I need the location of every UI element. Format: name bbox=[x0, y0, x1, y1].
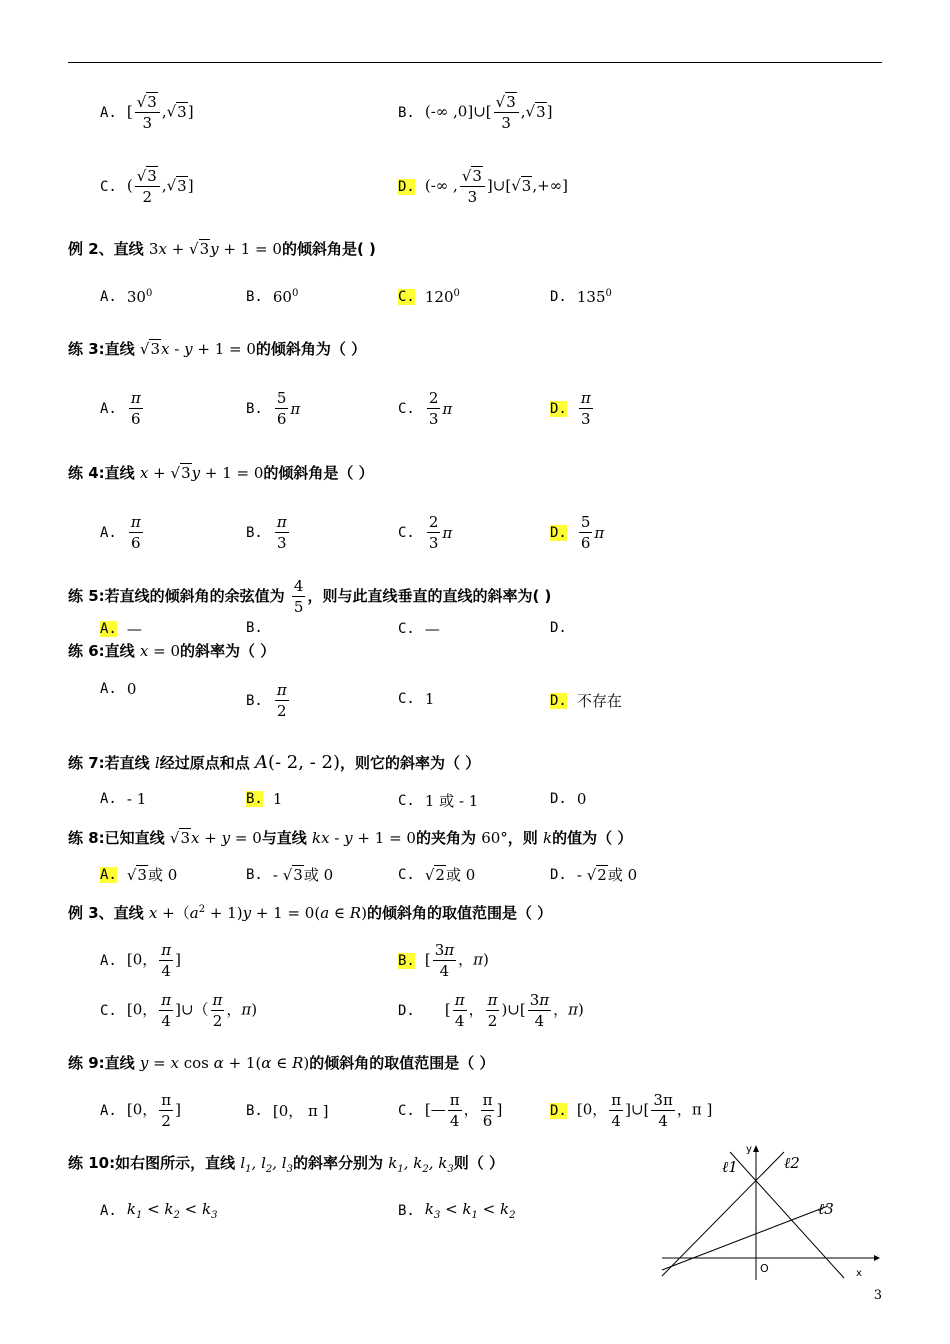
option-value: $135^0$ bbox=[576, 288, 612, 306]
option-letter-highlighted: A. bbox=[100, 621, 117, 637]
p10-option-a[interactable] bbox=[100, 1200, 217, 1221]
option-math: $k_1 < k_2 < k_3$ bbox=[126, 1200, 218, 1221]
equation: √3x - y + 1 = 0 bbox=[139, 340, 256, 358]
question-stem: 直线 bbox=[113, 904, 144, 922]
option-math: [ $\frac{3\pi}{4}$ ，π) bbox=[424, 941, 489, 980]
p7-option-d[interactable] bbox=[550, 790, 586, 808]
ex2-option-c[interactable] bbox=[398, 288, 460, 306]
p9-option-d[interactable] bbox=[550, 1090, 712, 1131]
q1-option-c[interactable] bbox=[100, 166, 194, 207]
option-math: √2 bbox=[424, 865, 445, 884]
option-letter: D. bbox=[550, 791, 567, 807]
lines-symbols: $l_1$, $l_2$, $l_3$ bbox=[240, 1154, 293, 1175]
question-prefix: 练 8: bbox=[68, 829, 105, 847]
p10-option-b[interactable] bbox=[398, 1200, 515, 1221]
option-math: - √2 bbox=[576, 865, 607, 884]
option-letter: B. bbox=[398, 104, 415, 121]
option-letter-highlighted: B. bbox=[246, 791, 263, 807]
option-letter-highlighted: D. bbox=[550, 1102, 567, 1119]
option-letter: B. bbox=[246, 866, 263, 883]
ex2-option-b[interactable] bbox=[246, 288, 298, 306]
option-value: — bbox=[424, 620, 440, 638]
question-ex2 bbox=[68, 238, 376, 259]
option-letter-highlighted: C. bbox=[398, 289, 415, 305]
equation: √3x + y = 0 bbox=[169, 829, 262, 847]
option-value: 或 0 bbox=[147, 866, 178, 884]
option-letter: A. bbox=[100, 791, 117, 807]
option-letter: C. bbox=[398, 691, 415, 707]
question-p3 bbox=[68, 338, 366, 359]
option-math: [— $\frac{\pi}{4}$ ， $\frac{\pi}{6}$ ] bbox=[424, 1091, 503, 1130]
question-stem: 若直线 bbox=[104, 754, 150, 772]
option-fraction: $\frac{\pi}{3}$ bbox=[276, 513, 287, 552]
option-letter: B. bbox=[246, 1102, 263, 1119]
option-value: $60^0$ bbox=[272, 288, 299, 306]
ex2-option-d[interactable] bbox=[550, 288, 612, 306]
option-letter: C. bbox=[398, 792, 415, 809]
ex3-option-b[interactable] bbox=[398, 940, 489, 981]
question-prefix: 练 7: bbox=[68, 754, 105, 772]
question-stem: 的倾斜角的取值范围是（ ） bbox=[366, 904, 553, 922]
q1-option-d[interactable] bbox=[398, 166, 568, 207]
y-label: y bbox=[746, 1144, 752, 1155]
question-p7 bbox=[68, 752, 480, 773]
variable-k: k bbox=[543, 829, 553, 847]
p8-option-c[interactable] bbox=[398, 864, 475, 885]
question-stem: 的倾斜角是( ) bbox=[281, 240, 376, 258]
option-letter: A. bbox=[100, 289, 117, 305]
option-math: [ $\frac{√3}{3}$ ,√3] bbox=[126, 93, 194, 132]
question-stem: 直线 bbox=[104, 1054, 135, 1072]
option-letter-highlighted: D. bbox=[550, 524, 567, 541]
option-letter: A. bbox=[100, 681, 117, 697]
p6-option-d[interactable] bbox=[550, 690, 622, 711]
option-letter: D. bbox=[550, 866, 567, 883]
option-math: [ $\frac{\pi}{4}$ ， $\frac{\pi}{2}$ )∪[ $\frac{3\pi}{4}$ ，π) bbox=[444, 991, 584, 1030]
p7-option-c[interactable] bbox=[398, 790, 478, 811]
option-letter-highlighted: A. bbox=[100, 866, 117, 883]
question-stem: 已知直线 bbox=[104, 829, 165, 847]
equation: y = x cos α + 1(α ∈ R) bbox=[139, 1054, 310, 1072]
option-math: (-∞ , $\frac{√3}{3}$ ]∪[√3,+∞] bbox=[424, 167, 568, 206]
option-math: [0， π ] bbox=[272, 1102, 329, 1120]
question-prefix: 练 9: bbox=[68, 1054, 105, 1072]
p9-option-a[interactable] bbox=[100, 1090, 181, 1131]
p4-option-d[interactable]: D. $\frac{5}{6}$ π bbox=[550, 513, 605, 552]
question-stem: 直线 bbox=[104, 642, 135, 660]
option-letter: B. bbox=[246, 620, 263, 636]
equation: 3x + √3y + 1 = 0 bbox=[148, 240, 282, 258]
option-fraction: $\frac{2}{3}$ bbox=[428, 513, 439, 552]
question-stem: 若直线的倾斜角的余弦值为 bbox=[104, 587, 285, 605]
option-letter: B. bbox=[398, 1202, 415, 1219]
option-value: 或 0 bbox=[303, 866, 334, 884]
p8-option-a[interactable] bbox=[100, 864, 177, 885]
option-value: 或 0 bbox=[607, 866, 638, 884]
ex2-option-a[interactable] bbox=[100, 288, 152, 306]
option-value: 或 0 bbox=[445, 866, 476, 884]
p4-option-a[interactable] bbox=[100, 512, 145, 553]
p8-option-d[interactable] bbox=[550, 864, 637, 885]
option-letter: D. bbox=[550, 289, 567, 305]
option-fraction: $\frac{\pi}{6}$ bbox=[130, 513, 141, 552]
option-letter-highlighted: D. bbox=[398, 178, 415, 195]
question-stem: 直线 bbox=[104, 464, 135, 482]
option-letter: C. bbox=[100, 178, 117, 195]
p7-option-a[interactable] bbox=[100, 790, 146, 808]
option-letter: B. bbox=[246, 524, 263, 541]
question-p5 bbox=[68, 576, 551, 617]
header-rule bbox=[68, 62, 882, 63]
slopes-symbols: $k_1$, $k_2$, $k_3$ bbox=[388, 1154, 454, 1175]
lines-graph bbox=[660, 1142, 880, 1282]
option-letter-highlighted: D. bbox=[550, 400, 567, 417]
line-symbol: l bbox=[154, 754, 160, 772]
question-stem: 的斜率为（ ） bbox=[180, 642, 276, 660]
option-value: 1 bbox=[272, 790, 283, 808]
page-number: 3 bbox=[873, 1288, 882, 1303]
option-letter-highlighted: D. bbox=[550, 692, 567, 709]
option-fraction: $\frac{\pi}{2}$ bbox=[276, 681, 287, 720]
x-label: x bbox=[856, 1268, 862, 1279]
question-stem: 的夹角为 bbox=[415, 829, 476, 847]
question-stem: 直线 bbox=[113, 240, 144, 258]
option-math: [0， $\frac{\pi}{4}$ ]∪（ $\frac{\pi}{2}$ ，π) bbox=[126, 991, 258, 1030]
p4-option-b[interactable] bbox=[246, 512, 291, 553]
point: A(- 2, - 2) bbox=[254, 752, 340, 773]
question-p9 bbox=[68, 1052, 494, 1073]
option-value: 1 bbox=[424, 690, 435, 708]
question-stem: 的斜率分别为 bbox=[292, 1154, 383, 1172]
question-stem: 与直线 bbox=[261, 829, 307, 847]
option-math: [0， $\frac{\pi}{4}$ ]∪[ $\frac{3\pi}{4}$ ，π ] bbox=[576, 1091, 713, 1130]
option-letter: C. bbox=[398, 1102, 415, 1119]
question-stem: 的倾斜角为（ ） bbox=[255, 340, 367, 358]
equation: x = 0 bbox=[139, 642, 181, 660]
p5-option-c[interactable] bbox=[398, 620, 440, 638]
option-fraction: $\frac{\pi}{3}$ bbox=[580, 389, 591, 428]
p7-option-b[interactable] bbox=[246, 790, 282, 808]
p4-option-c[interactable]: C. $\frac{2}{3}$ π bbox=[398, 513, 453, 552]
question-prefix: 练 5: bbox=[68, 587, 105, 605]
option-value: $120^0$ bbox=[424, 288, 460, 306]
q1-option-a[interactable] bbox=[100, 92, 194, 133]
option-letter: A. bbox=[100, 400, 117, 417]
equation: $x +(a^2 + 1)y + 1 = 0(a$ ∈ R) bbox=[148, 904, 367, 922]
question-stem: 如右图所示，直线 bbox=[115, 1154, 236, 1172]
option-letter: A. bbox=[100, 1102, 117, 1119]
p6-option-a[interactable] bbox=[100, 680, 136, 698]
option-math: √3 bbox=[126, 865, 147, 884]
option-letter: A. bbox=[100, 104, 117, 121]
option-letter: B. bbox=[246, 692, 263, 709]
option-letter: A. bbox=[100, 1202, 117, 1219]
option-fraction: $\frac{5}{6}$ bbox=[580, 513, 591, 552]
ex3-option-c[interactable] bbox=[100, 990, 257, 1031]
option-letter: C. bbox=[100, 1002, 117, 1019]
option-math: - √3 bbox=[272, 865, 303, 884]
question-stem: 的倾斜角是（ ） bbox=[263, 464, 374, 482]
option-letter: A. bbox=[100, 524, 117, 541]
question-p8 bbox=[68, 827, 632, 848]
option-letter: B. bbox=[246, 400, 263, 417]
angle: 60° bbox=[481, 829, 508, 847]
option-math: [0， $\frac{\pi}{2}$ ] bbox=[126, 1091, 181, 1130]
question-p6 bbox=[68, 640, 275, 661]
question-stem: 的值为（ ） bbox=[552, 829, 633, 847]
question-stem: 的倾斜角的取值范围是（ ） bbox=[309, 1054, 495, 1072]
p5-option-a[interactable] bbox=[100, 620, 142, 638]
question-prefix: 例 2、 bbox=[68, 240, 114, 258]
option-math: (-∞ ,0]∪[ $\frac{√3}{3}$ ,√3] bbox=[424, 93, 553, 132]
q1-option-b[interactable] bbox=[398, 92, 553, 133]
option-value: 1 或 - 1 bbox=[424, 792, 479, 810]
stem-fraction: $\frac{4}{5}$ bbox=[293, 577, 304, 616]
option-fraction: $\frac{5}{6}$ bbox=[276, 389, 287, 428]
option-value: $30^0$ bbox=[126, 288, 153, 306]
option-value: 不存在 bbox=[576, 692, 622, 710]
question-prefix: 练 4: bbox=[68, 464, 105, 482]
line-l3 bbox=[662, 1206, 828, 1270]
p3-option-a[interactable] bbox=[100, 388, 145, 429]
question-prefix: 练 10: bbox=[68, 1154, 116, 1172]
question-stem: ，则它的斜率为（ ） bbox=[339, 754, 481, 772]
option-fraction: $\frac{2}{3}$ bbox=[428, 389, 439, 428]
option-math: ( $\frac{√3}{2}$ ,√3] bbox=[126, 167, 194, 206]
equation: x + √3y + 1 = 0 bbox=[139, 464, 264, 482]
option-letter: C. bbox=[398, 866, 415, 883]
origin-label: O bbox=[760, 1262, 769, 1275]
p9-option-c[interactable] bbox=[398, 1090, 502, 1131]
option-letter: B. bbox=[246, 289, 263, 305]
option-letter: D. bbox=[550, 620, 567, 636]
option-math: [0， $\frac{\pi}{4}$ ] bbox=[126, 941, 181, 980]
option-letter: C. bbox=[398, 621, 415, 637]
p6-option-c[interactable] bbox=[398, 690, 434, 708]
option-math: $k_3 < k_1 < k_2$ bbox=[424, 1200, 516, 1221]
p6-option-b[interactable] bbox=[246, 680, 291, 721]
ex3-option-a[interactable] bbox=[100, 940, 181, 981]
question-p10 bbox=[68, 1152, 504, 1175]
option-value: 0 bbox=[576, 790, 587, 808]
ex3-option-d[interactable] bbox=[398, 990, 584, 1031]
option-letter: C. bbox=[398, 524, 415, 541]
p5-option-b[interactable] bbox=[246, 620, 273, 636]
option-letter: A. bbox=[100, 952, 117, 969]
p3-option-b[interactable]: B. $\frac{5}{6}$ π bbox=[246, 389, 301, 428]
option-fraction: $\frac{\pi}{6}$ bbox=[130, 389, 141, 428]
question-stem: 直线 bbox=[104, 340, 135, 358]
question-stem: ，则与此直线垂直的直线的斜率为( ) bbox=[307, 587, 552, 605]
p9-option-b[interactable] bbox=[246, 1100, 329, 1121]
question-prefix: 练 3: bbox=[68, 340, 105, 358]
option-letter-highlighted: B. bbox=[398, 952, 415, 969]
p3-option-d[interactable] bbox=[550, 388, 595, 429]
question-stem: 经过原点和点 bbox=[159, 754, 250, 772]
question-prefix: 例 3、 bbox=[68, 904, 114, 922]
l2-label: ℓ2 bbox=[784, 1154, 800, 1172]
option-value: - 1 bbox=[126, 790, 147, 808]
option-value: — bbox=[126, 620, 142, 638]
question-stem: ，则 bbox=[507, 829, 538, 847]
p3-option-c[interactable]: C. $\frac{2}{3}$ π bbox=[398, 389, 453, 428]
question-stem: 则（ ） bbox=[453, 1154, 504, 1172]
l1-label: ℓ1 bbox=[722, 1158, 738, 1176]
question-ex3 bbox=[68, 902, 552, 923]
option-value: 0 bbox=[126, 680, 137, 698]
x-axis-arrow bbox=[874, 1255, 880, 1261]
equation: kx - y + 1 = 0 bbox=[312, 829, 416, 847]
y-axis-arrow bbox=[753, 1145, 759, 1152]
option-letter: C. bbox=[398, 400, 415, 417]
p5-option-d[interactable] bbox=[550, 620, 577, 636]
p8-option-b[interactable] bbox=[246, 864, 333, 885]
option-letter: D. bbox=[398, 1002, 415, 1019]
question-prefix: 练 6: bbox=[68, 642, 105, 660]
question-p4 bbox=[68, 462, 374, 483]
l3-label: ℓ3 bbox=[818, 1200, 834, 1218]
